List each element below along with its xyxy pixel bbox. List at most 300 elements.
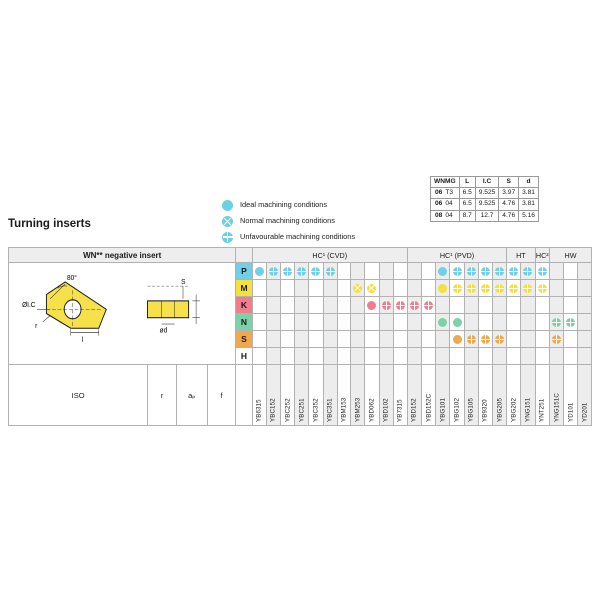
r-label: r xyxy=(148,365,177,426)
grade-cell xyxy=(323,348,337,365)
grade-name-cell xyxy=(507,365,521,426)
size-value: 06 xyxy=(435,189,443,197)
condition-symbol-unfavourable xyxy=(297,267,306,276)
condition-symbol-unfavourable xyxy=(453,284,462,293)
grade-cell xyxy=(436,263,450,280)
grade-cell xyxy=(535,263,550,280)
condition-symbol-unfavourable xyxy=(538,267,547,276)
condition-symbol-unfavourable xyxy=(523,267,532,276)
grade-cell xyxy=(564,280,578,297)
grade-cell xyxy=(393,297,407,314)
condition-symbol-unfavourable xyxy=(509,267,518,276)
grade-cell xyxy=(295,263,309,280)
grade-cell xyxy=(535,348,550,365)
grade-name-cell xyxy=(379,365,393,426)
col-head-l: L xyxy=(459,177,475,188)
coating-group-header-4: HW xyxy=(550,248,592,263)
grade-name: YBC352 xyxy=(312,398,320,422)
material-group-S: S xyxy=(236,331,252,348)
grade-cell xyxy=(379,314,393,331)
grade-name-cell xyxy=(550,365,564,426)
grade-cell xyxy=(266,348,280,365)
condition-symbol-unfavourable xyxy=(495,267,504,276)
grade-name: YNG151 xyxy=(524,397,532,422)
grade-cell xyxy=(280,263,294,280)
grade-cell xyxy=(464,263,478,280)
grade-cell xyxy=(564,331,578,348)
grade-cell xyxy=(295,331,309,348)
grade-name-cell xyxy=(295,365,309,426)
value-s: 3.97 xyxy=(499,188,519,199)
grade-cell xyxy=(578,331,592,348)
angle-label: 80° xyxy=(67,274,77,282)
grade-name-cell xyxy=(351,365,365,426)
grade-cell xyxy=(478,263,492,280)
condition-symbol-ideal xyxy=(367,301,376,310)
grade-cell xyxy=(450,348,464,365)
grade-cell xyxy=(379,297,393,314)
legend-item-unfavourable xyxy=(222,229,355,245)
grade-cell xyxy=(464,314,478,331)
grade-cell xyxy=(379,280,393,297)
grade-name: YBG202 xyxy=(510,398,518,422)
grade-cell xyxy=(252,263,266,280)
length-label: l xyxy=(81,336,84,345)
grade-name: YB6315 xyxy=(255,399,263,422)
grade-selection-table xyxy=(8,247,592,426)
condition-symbol-unfavourable xyxy=(566,318,575,327)
grade-name-cell xyxy=(266,365,280,426)
insert-technical-drawing xyxy=(9,263,235,364)
grade-name-cell xyxy=(407,365,421,426)
value-ic: 9.525 xyxy=(475,199,499,210)
grade-cell xyxy=(464,280,478,297)
grade-cell xyxy=(521,297,535,314)
legend xyxy=(222,197,355,245)
grade-cell xyxy=(309,263,323,280)
grade-name-cell xyxy=(422,365,436,426)
coating-group-header-0: HC¹ (CVD) xyxy=(252,248,407,263)
material-group-N: N xyxy=(236,314,252,331)
value-d: 3.81 xyxy=(519,188,539,199)
grade-cell xyxy=(450,297,464,314)
grade-cell xyxy=(323,280,337,297)
grade-cell xyxy=(280,314,294,331)
grade-name-cell xyxy=(464,365,478,426)
normal-condition-icon xyxy=(222,216,233,227)
grade-cell xyxy=(295,280,309,297)
material-group-H: H xyxy=(236,348,252,365)
grade-cell xyxy=(493,314,507,331)
grade-name-cell xyxy=(436,365,450,426)
grade-cell xyxy=(464,297,478,314)
condition-symbol-normal xyxy=(367,284,376,293)
size-cell xyxy=(431,199,460,210)
grade-cell xyxy=(422,348,436,365)
grade-cell xyxy=(436,348,450,365)
insert-type-header: WN** negative insert xyxy=(9,248,236,263)
grade-name: YB9320 xyxy=(481,399,489,422)
value-ic: 9.525 xyxy=(475,188,499,199)
grade-name-row xyxy=(9,365,592,426)
value-d: 5.16 xyxy=(519,210,539,221)
grade-name: YD101 xyxy=(567,402,575,422)
condition-symbol-unfavourable xyxy=(552,318,561,327)
grade-cell xyxy=(521,263,535,280)
grade-name: YBD152 xyxy=(410,398,418,422)
grade-name: YBG205 xyxy=(496,398,504,422)
condition-symbol-unfavourable xyxy=(495,284,504,293)
condition-symbol-ideal xyxy=(453,335,462,344)
col-head-wnmg: WNMG xyxy=(431,177,460,188)
size-cell xyxy=(431,188,460,199)
grade-name-cell xyxy=(493,365,507,426)
grade-cell xyxy=(407,348,421,365)
grade-cell xyxy=(564,297,578,314)
grade-cell xyxy=(521,348,535,365)
condition-symbol-unfavourable xyxy=(523,284,532,293)
condition-symbol-unfavourable xyxy=(495,335,504,344)
value-l: 6.5 xyxy=(459,188,475,199)
grade-cell xyxy=(280,348,294,365)
table-row xyxy=(431,188,539,199)
grade-cell xyxy=(521,314,535,331)
grade-cell xyxy=(295,297,309,314)
grade-cell xyxy=(535,314,550,331)
grade-cell xyxy=(266,331,280,348)
grade-name: YB7315 xyxy=(396,399,404,422)
material-row-P xyxy=(9,263,592,280)
condition-symbol-ideal xyxy=(438,318,447,327)
ap-label: aₚ xyxy=(176,365,207,426)
grade-name-cell xyxy=(535,365,550,426)
grade-cell xyxy=(309,331,323,348)
grade-name-cell xyxy=(564,365,578,426)
grade-name: YBM153 xyxy=(340,397,348,422)
grade-cell xyxy=(436,314,450,331)
grade-cell xyxy=(578,297,592,314)
grade-cell xyxy=(422,280,436,297)
dimension-table xyxy=(430,176,539,222)
size-suffix: T3 xyxy=(445,189,454,197)
grade-name: YBD062 xyxy=(368,398,376,422)
grade-cell xyxy=(280,297,294,314)
size-suffix: 04 xyxy=(445,211,453,219)
grade-cell xyxy=(493,348,507,365)
coating-group-header-1: HC¹ (PVD) xyxy=(407,248,506,263)
grade-cell xyxy=(393,263,407,280)
grade-cell xyxy=(422,263,436,280)
grade-name-cell xyxy=(393,365,407,426)
grade-cell xyxy=(507,348,521,365)
material-group-P: P xyxy=(236,263,252,280)
f-label: f xyxy=(207,365,236,426)
grade-cell xyxy=(309,297,323,314)
grade-name: YBC152 xyxy=(269,398,277,422)
grade-cell xyxy=(295,314,309,331)
grade-cell xyxy=(407,314,421,331)
grade-cell xyxy=(550,348,564,365)
size-suffix: 04 xyxy=(445,200,453,208)
grade-cell xyxy=(535,280,550,297)
table-row xyxy=(431,210,539,221)
grade-cell xyxy=(493,331,507,348)
value-s: 4.76 xyxy=(499,210,519,221)
legend-item-ideal xyxy=(222,197,355,213)
grade-cell xyxy=(535,331,550,348)
grade-cell xyxy=(337,263,350,280)
grade-cell xyxy=(436,297,450,314)
value-ic: 12.7 xyxy=(475,210,499,221)
col-head-ic: I.C xyxy=(475,177,499,188)
table-header-row xyxy=(431,177,539,188)
legend-label: Normal machining conditions xyxy=(240,216,335,225)
grade-cell xyxy=(266,280,280,297)
grade-name-cell xyxy=(365,365,379,426)
grade-cell xyxy=(351,263,365,280)
condition-symbol-ideal xyxy=(438,267,447,276)
grade-cell xyxy=(436,331,450,348)
grade-cell xyxy=(266,314,280,331)
grade-cell xyxy=(252,280,266,297)
condition-symbol-unfavourable xyxy=(481,267,490,276)
insert-side-view xyxy=(147,286,199,324)
grade-cell xyxy=(464,348,478,365)
grade-cell xyxy=(464,331,478,348)
grade-name: YBD102 xyxy=(382,398,390,422)
grade-spacer xyxy=(236,365,252,426)
grade-cell xyxy=(493,297,507,314)
grade-name: YBC351 xyxy=(326,398,334,422)
grade-cell xyxy=(309,314,323,331)
grade-cell xyxy=(309,280,323,297)
grade-cell xyxy=(578,263,592,280)
value-s: 4.76 xyxy=(499,199,519,210)
grade-cell xyxy=(507,314,521,331)
coating-group-header-3: HC² xyxy=(535,248,550,263)
grade-cell xyxy=(323,331,337,348)
grade-cell xyxy=(436,280,450,297)
iso-label: ISO xyxy=(9,365,148,426)
grade-cell xyxy=(365,314,379,331)
grade-name-cell xyxy=(323,365,337,426)
grade-cell xyxy=(507,297,521,314)
grade-name-cell xyxy=(478,365,492,426)
grade-cell xyxy=(365,331,379,348)
grade-cell xyxy=(379,331,393,348)
grade-cell xyxy=(351,280,365,297)
grade-name: YBG105 xyxy=(467,398,475,422)
grade-cell xyxy=(550,331,564,348)
condition-symbol-unfavourable xyxy=(552,335,561,344)
grade-cell xyxy=(407,280,421,297)
grade-name: YNG151C xyxy=(553,393,561,422)
grade-cell xyxy=(351,314,365,331)
grade-name-cell xyxy=(309,365,323,426)
grade-name: YBG101 xyxy=(439,398,447,422)
grade-cell xyxy=(351,331,365,348)
grade-cell xyxy=(379,348,393,365)
grade-name: YBC251 xyxy=(298,398,306,422)
grade-cell xyxy=(450,314,464,331)
condition-symbol-normal xyxy=(353,284,362,293)
grade-cell xyxy=(507,280,521,297)
condition-symbol-unfavourable xyxy=(424,301,433,310)
grade-cell xyxy=(365,263,379,280)
material-group-M: M xyxy=(236,280,252,297)
grade-cell xyxy=(450,263,464,280)
value-l: 6.5 xyxy=(459,199,475,210)
condition-symbol-unfavourable xyxy=(467,284,476,293)
grade-cell xyxy=(323,314,337,331)
grade-cell xyxy=(478,331,492,348)
grade-cell xyxy=(266,297,280,314)
condition-symbol-unfavourable xyxy=(453,267,462,276)
condition-symbol-unfavourable xyxy=(311,267,320,276)
size-value: 06 xyxy=(435,200,443,208)
grade-cell xyxy=(407,263,421,280)
grade-name-cell xyxy=(337,365,350,426)
grade-cell xyxy=(578,314,592,331)
grade-cell xyxy=(507,331,521,348)
grade-cell xyxy=(521,331,535,348)
grade-cell xyxy=(379,263,393,280)
grade-cell xyxy=(280,331,294,348)
condition-symbol-unfavourable xyxy=(326,267,335,276)
grade-cell xyxy=(393,348,407,365)
grade-cell xyxy=(323,263,337,280)
grade-cell xyxy=(564,348,578,365)
legend-label: Unfavourable machining conditions xyxy=(240,232,356,241)
grade-name: YD201 xyxy=(581,402,589,422)
page-title: Turning inserts xyxy=(8,218,91,230)
grade-cell xyxy=(337,348,350,365)
grade-cell xyxy=(550,263,564,280)
hole-dia-label: ød xyxy=(159,327,168,335)
grade-cell xyxy=(578,280,592,297)
grade-name: YBG102 xyxy=(453,398,461,422)
grade-cell xyxy=(564,263,578,280)
grade-cell xyxy=(252,297,266,314)
grade-cell xyxy=(407,297,421,314)
grade-name: YBC252 xyxy=(284,398,292,422)
grade-name-cell xyxy=(521,365,535,426)
grade-cell xyxy=(337,314,350,331)
grade-cell xyxy=(309,348,323,365)
insert-top-view xyxy=(37,282,106,336)
grade-cell xyxy=(337,297,350,314)
condition-symbol-ideal xyxy=(255,267,264,276)
condition-symbol-unfavourable xyxy=(467,335,476,344)
grade-cell xyxy=(535,297,550,314)
table-row xyxy=(431,199,539,210)
grade-cell xyxy=(266,263,280,280)
condition-symbol-unfavourable xyxy=(538,284,547,293)
condition-symbol-unfavourable xyxy=(410,301,419,310)
condition-symbol-unfavourable xyxy=(382,301,391,310)
col-head-s: S xyxy=(499,177,519,188)
thickness-label: S xyxy=(181,278,186,287)
grade-cell xyxy=(422,314,436,331)
grade-cell xyxy=(507,263,521,280)
table-header-row xyxy=(9,248,592,263)
grade-cell xyxy=(550,280,564,297)
condition-symbol-unfavourable xyxy=(481,284,490,293)
grade-cell xyxy=(521,280,535,297)
grade-cell xyxy=(295,348,309,365)
grade-name-cell xyxy=(280,365,294,426)
grade-cell xyxy=(478,314,492,331)
condition-symbol-unfavourable xyxy=(283,267,292,276)
grade-cell xyxy=(550,297,564,314)
grade-cell xyxy=(478,280,492,297)
grade-cell xyxy=(564,314,578,331)
condition-symbol-unfavourable xyxy=(269,267,278,276)
condition-symbol-ideal xyxy=(453,318,462,327)
grade-cell xyxy=(337,331,350,348)
grade-name-cell xyxy=(578,365,592,426)
grade-cell xyxy=(252,314,266,331)
unfavourable-condition-icon xyxy=(222,232,233,243)
size-cell xyxy=(431,210,460,221)
grade-cell xyxy=(422,331,436,348)
col-head-d: d xyxy=(519,177,539,188)
condition-symbol-unfavourable xyxy=(467,267,476,276)
size-value: 08 xyxy=(435,211,443,219)
material-group-K: K xyxy=(236,297,252,314)
grade-cell xyxy=(252,331,266,348)
grade-cell xyxy=(365,348,379,365)
condition-symbol-unfavourable xyxy=(481,335,490,344)
grade-cell xyxy=(578,348,592,365)
legend-item-normal xyxy=(222,213,355,229)
grade-cell xyxy=(351,297,365,314)
grade-cell xyxy=(450,331,464,348)
condition-symbol-unfavourable xyxy=(396,301,405,310)
grade-cell xyxy=(393,331,407,348)
grade-name: YBD152C xyxy=(425,393,433,422)
spacer-header xyxy=(236,248,252,263)
coating-group-header-2: HT xyxy=(507,248,535,263)
corner-radius-label: r xyxy=(35,322,38,331)
grade-cell xyxy=(393,314,407,331)
grade-cell xyxy=(550,314,564,331)
grade-cell xyxy=(337,280,350,297)
grade-cell xyxy=(351,348,365,365)
grade-name-cell xyxy=(252,365,266,426)
grade-cell xyxy=(478,348,492,365)
ic-label: ØI.C xyxy=(22,301,36,310)
condition-symbol-ideal xyxy=(438,284,447,293)
grade-cell xyxy=(323,297,337,314)
grade-cell xyxy=(252,348,266,365)
grade-cell xyxy=(393,280,407,297)
legend-label: Ideal machining conditions xyxy=(240,200,328,209)
insert-drawing-cell xyxy=(9,263,236,365)
grade-cell xyxy=(493,280,507,297)
ideal-condition-icon xyxy=(222,200,233,211)
grade-name: YBM253 xyxy=(354,397,362,422)
grade-cell xyxy=(478,297,492,314)
grade-name-cell xyxy=(450,365,464,426)
grade-cell xyxy=(280,280,294,297)
grade-cell xyxy=(365,297,379,314)
grade-cell xyxy=(422,297,436,314)
grade-cell xyxy=(450,280,464,297)
condition-symbol-unfavourable xyxy=(509,284,518,293)
grade-cell xyxy=(365,280,379,297)
value-l: 8.7 xyxy=(459,210,475,221)
